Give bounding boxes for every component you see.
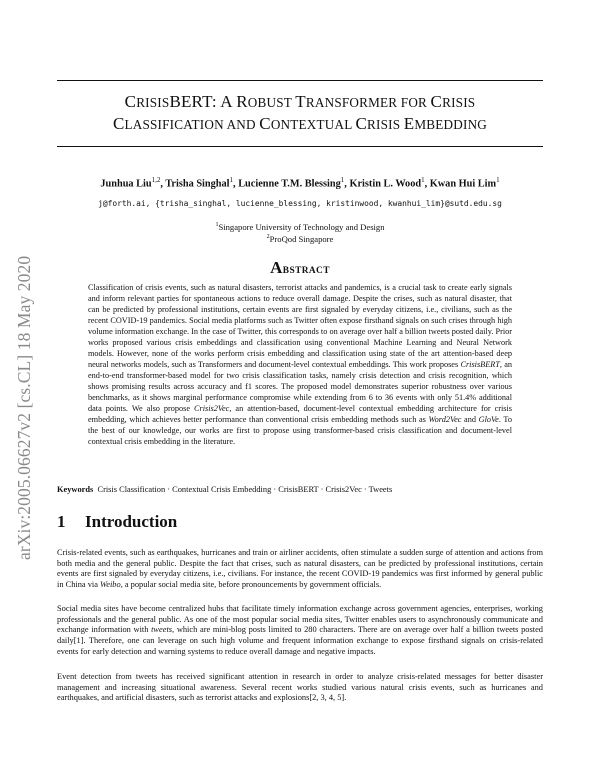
keywords-list: Crisis Classification · Contextual Crisis Embedding · CrisisBERT · Crisis2Vec · Tweets — [97, 485, 393, 494]
author-affiliation-marker: 1,2 — [151, 176, 161, 184]
title-word-initial: R — [236, 92, 248, 111]
text-run: Classification of crisis events, such as natural disasters, terrorist attacks and pandemics, is a crucial task to create early signals and inform relevant parties for spontaneous actions to reduce overall damage. Despite the crises, such as natural disaster, that can be predicted by professional institutions, certain events are first signaled by everyday citizens, i.e., civilians, such as the recent COVID-19 pandemics. Social media platforms such as Twitter often expose firsthand signals on such crises through high volume information exchange. In the case of Twitter, this corresponds to on average over half a billion tweets posted daily. Prior works proposed various crisis embeddings and classification using conventional Machine Learning and Neural Network models. However, none of the works perform crisis embedding and classification using state of the art attention-based deep neural networks models, such as Transformers and document-level contextual embeddings. This work proposes — [88, 283, 512, 369]
author-name: Lucienne T.M. Blessing — [238, 178, 341, 190]
intro-paragraph-1 — [57, 548, 543, 591]
text-run: , which are mini-blog posts limited to 280 characters. There are on average over half a billion tweets posted daily[1]. Therefore, one can leverage on such high volume and frequent information exchange to expose firsthand signals on crisis-related events for early detection and warning systems to reduce overall damage and negative impacts. — [57, 625, 543, 656]
text-run: and — [461, 415, 479, 424]
title-word-rest: MBEDDING — [414, 117, 488, 132]
title-word-initial: C — [259, 114, 271, 133]
italic-term: Crisis2Vec — [194, 404, 230, 413]
italic-term: GloVe — [478, 415, 499, 424]
title-word-initial: T — [295, 92, 306, 111]
text-run: , an end-to-end transformer-based model for two crisis classification tasks, namely crisis detection and crisis recognition, which shows promising results across accuracy and f1 scores. The proposed model demonstrates superior robustness over various benchmarks, as it shows marginal performance compromise while extending from 6 to 36 events with only 51.4% additional data points. We also propose — [88, 360, 512, 413]
text-run: Event detection from tweets has received significant attention in research in order to analyze crisis-related messages for better disaster management and increasing situational awareness. Several recent works studied various natural crisis events, such as hurricanes and earthquakes, and artificial disasters, such as terrorist attacks and explosions[2, 3, 4, 5]. — [57, 672, 543, 703]
author-emails: j@forth.ai, {trisha_singhal, lucienne_blessing, kristinwood, kwanhui_lim}@sutd.edu.sg — [98, 199, 502, 208]
section-heading-introduction — [57, 512, 177, 532]
author-name: Trisha Singhal — [165, 178, 230, 190]
author-affiliation-marker: 1 — [421, 176, 425, 184]
author-affiliation-marker: 1 — [496, 176, 500, 184]
keywords-label: Keywords — [57, 485, 94, 494]
section-number: 1 — [57, 512, 66, 531]
text-run: Social media sites have become centralized hubs that facilitate timely information exchange across government agencies, enterprises, working professionals and the general public. As one of the most popular social media sites, Twitter enables users to asynchronously communicate and exchange information with — [57, 604, 543, 635]
italic-term: CrisisBERT — [460, 360, 500, 369]
author-affiliation-marker: 1 — [229, 176, 234, 184]
author-name: Junhua Liu — [100, 178, 152, 190]
affiliation-2 — [57, 234, 543, 244]
title-rule-bottom — [57, 146, 543, 147]
title-word-rest: RANSFORMER FOR — [305, 95, 431, 110]
affiliation-1-marker: 1 — [215, 222, 219, 229]
keywords-line — [57, 485, 543, 494]
italic-term: Weibo — [100, 580, 121, 590]
affiliation-1-text: Singapore University of Technology and Design — [218, 222, 385, 232]
title-word-rest: RISIS — [442, 95, 476, 110]
title-word-initial: E — [403, 114, 415, 133]
title-word-initial: C — [112, 114, 125, 133]
title-word-rest: LASSIFICATION AND — [124, 117, 260, 132]
section-title: Introduction — [85, 512, 178, 531]
text-run: , a popular social media site, before pronouncements by government officials. — [120, 580, 382, 590]
title-word-initial: A — [220, 92, 233, 111]
affiliation-2-text: ProQod Singapore — [269, 234, 334, 244]
title-word-initial: C — [124, 92, 137, 111]
title-word-initial: C — [430, 92, 443, 111]
title-line-2 — [57, 113, 543, 135]
title-word-rest: RISIS — [136, 95, 170, 110]
affiliation-1 — [57, 222, 543, 232]
affiliation-2-marker: 2 — [266, 234, 270, 241]
title-rule-top — [57, 80, 543, 81]
author-name: Kristin L. Wood — [349, 178, 422, 190]
italic-term: tweets — [151, 625, 173, 635]
abstract-heading: ABSTRACT — [270, 258, 330, 277]
author-affiliation-marker: 1 — [340, 176, 345, 184]
abstract-body — [88, 282, 512, 447]
intro-paragraph-3 — [57, 672, 543, 704]
italic-term: Word2Vec — [428, 415, 462, 424]
title-line-1 — [57, 91, 543, 113]
title-word-rest: ONTEXTUAL — [270, 117, 356, 132]
author-list: Junhua Liu$^{1,2}$, Trisha Singhal$^1$, Lucienne T.M. Blessing$^1$, Kristin L. Wood$^1$, Kwan Hui Lim$^1$ — [100, 176, 500, 190]
paper-title — [57, 91, 543, 135]
text-run: , an attention-based, document-level contextual embedding architecture for crisis embedding, which achieves better performance than conventional crisis embedding methods such as — [88, 404, 512, 424]
title-word-rest: RISIS — [367, 117, 404, 132]
author-name: Kwan Hui Lim — [429, 178, 497, 190]
text-run: Crisis-related events, such as earthquakes, hurricanes and train or airliner accidents, often stimulate a sudden surge of attention and actions from both media and the general public. Despite the fact that crises, such as natural disasters, can be predicted by professional institutions, certain events are first signaled by everyday citizens, i.e., civilians. For instance, the recent COVID-19 pandemics was first informed by general public in China via — [57, 548, 543, 590]
intro-paragraph-2 — [57, 604, 543, 658]
title-word: BERT: — [169, 92, 221, 111]
title-word-rest: OBUST — [247, 95, 296, 110]
title-word-initial: C — [355, 114, 368, 133]
arxiv-identifier-stamp: arXiv:2005.06627v2 [cs.CL] 18 May 2020 — [14, 255, 34, 560]
text-run: . To the best of our knowledge, our works are first to propose using transformer-based crisis classification and document-level contextual crisis embedding in the literature. — [88, 415, 512, 446]
